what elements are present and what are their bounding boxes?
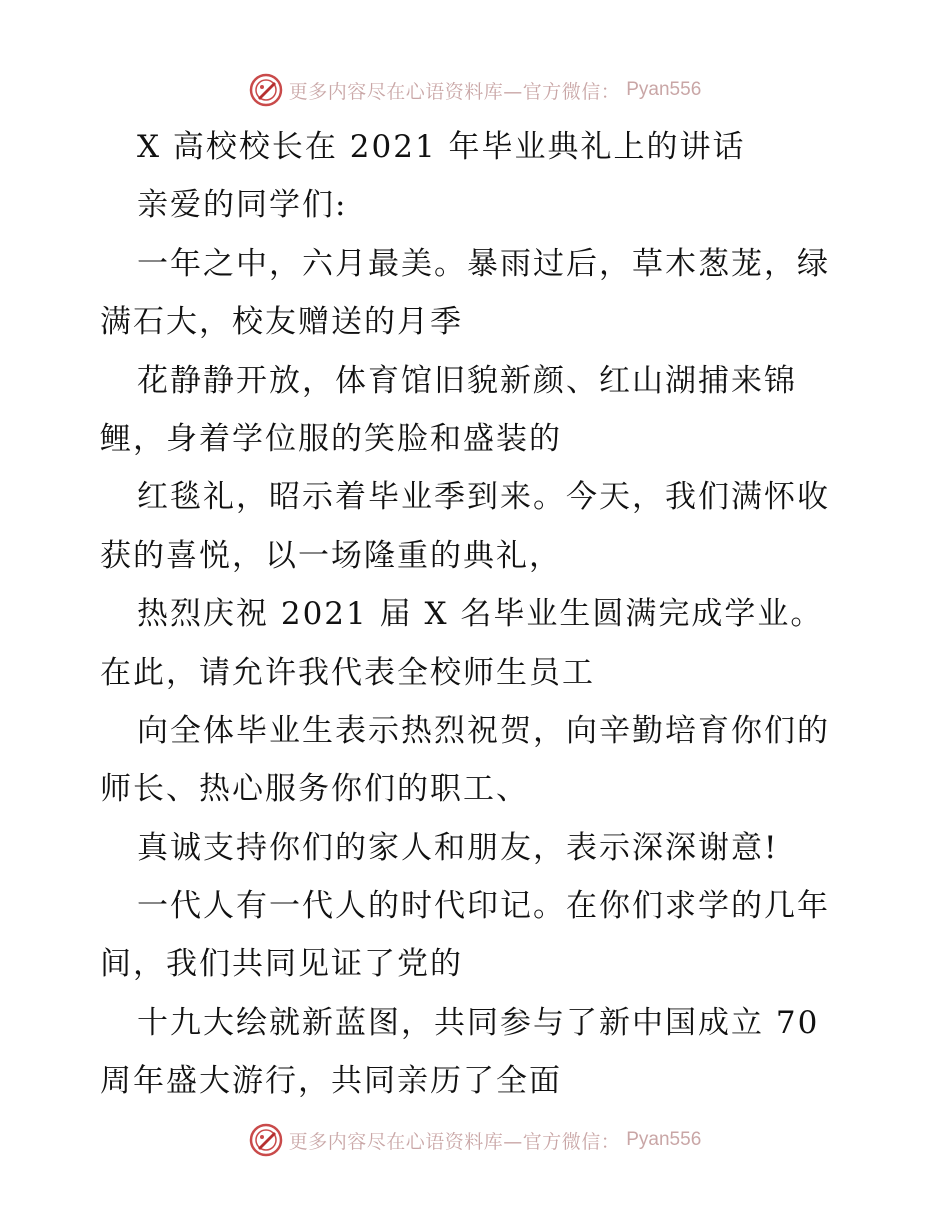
document-body bbox=[100, 118, 860, 1111]
paragraph-line: 十九大绘就新蓝图，共同参与了新中国成立 70 bbox=[137, 1004, 820, 1041]
paragraph-line: 热烈庆祝 2021 届 X 名毕业生圆满完成学业。 bbox=[137, 596, 824, 633]
salutation: 亲爱的同学们: bbox=[137, 187, 348, 224]
watermark-handle: Pyan556 bbox=[626, 1129, 702, 1150]
paragraph-line: 向全体毕业生表示热烈祝贺，向辛勤培育你们的 bbox=[137, 712, 830, 749]
paragraph-line: 满石大，校友赠送的月季 bbox=[100, 304, 463, 341]
paragraph-line: 红毯礼，昭示着毕业季到来。今天，我们满怀收 bbox=[137, 479, 830, 516]
paragraph-line: 真诚支持你们的家人和朋友，表示深深谢意! bbox=[137, 829, 779, 866]
paragraph-line: 花静静开放，体育馆旧貌新颜、红山湖捕来锦 bbox=[137, 362, 797, 399]
paragraph-line: 间，我们共同见证了党的 bbox=[100, 946, 463, 983]
watermark-logo-icon bbox=[249, 1123, 283, 1157]
document-title: X 高校校长在 2021 年毕业典礼上的讲话 bbox=[137, 129, 746, 165]
watermark-text: 更多内容尽在心语资料库—官方微信： bbox=[288, 80, 621, 103]
paragraph-line: 师长、热心服务你们的职工、 bbox=[100, 771, 529, 808]
watermark-text: 更多内容尽在心语资料库—官方微信： bbox=[288, 1130, 621, 1153]
paragraph-line: 鲤，身着学位服的笑脸和盛装的 bbox=[100, 420, 562, 457]
paragraph-line: 在此，请允许我代表全校师生员工 bbox=[100, 654, 595, 691]
paragraph-line: 周年盛大游行，共同亲历了全面 bbox=[100, 1063, 562, 1100]
paragraph-line: 一年之中，六月最美。暴雨过后，草木葱茏，绿 bbox=[137, 245, 830, 282]
watermark-logo-icon bbox=[249, 73, 283, 107]
paragraph-line: 一代人有一代人的时代印记。在你们求学的几年 bbox=[137, 888, 830, 925]
footer-watermark bbox=[0, 1120, 950, 1160]
watermark-handle: Pyan556 bbox=[626, 79, 702, 100]
header-watermark bbox=[0, 70, 950, 110]
paragraph-line: 获的喜悦，以一场隆重的典礼， bbox=[100, 537, 562, 574]
